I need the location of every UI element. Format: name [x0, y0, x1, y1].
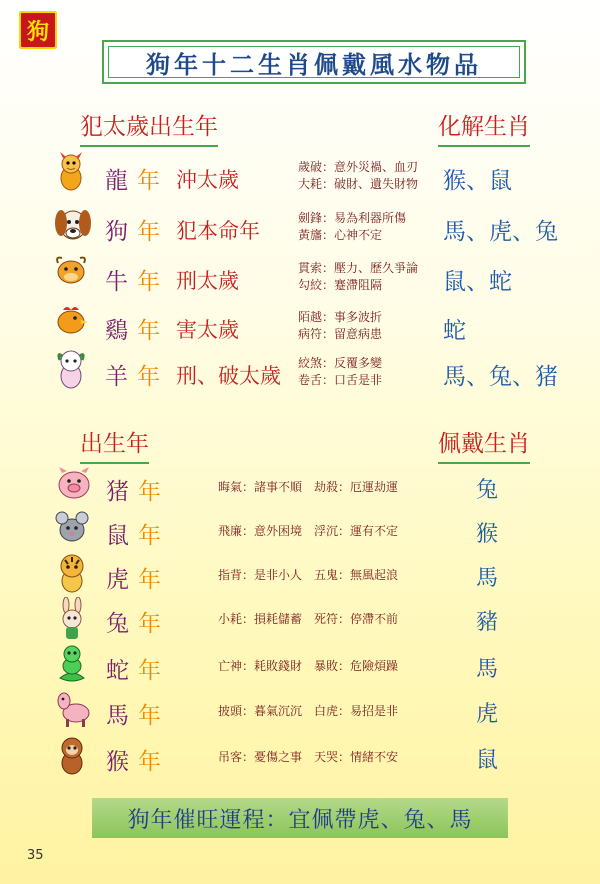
resolve-zodiac: 猴、鼠	[443, 168, 512, 194]
conflict-type: 刑、破太歲	[176, 364, 281, 388]
year-label: 年	[137, 318, 160, 344]
effect-line: 黃旛：心神不定	[298, 228, 383, 242]
effect-text	[298, 309, 382, 343]
wear-row	[0, 644, 600, 688]
effect-text: 小耗：損耗儲蓄 死符：停滯不前	[218, 612, 399, 626]
effect-line: 大耗：破財、遺失財物	[298, 177, 419, 191]
conflict-row	[0, 203, 600, 251]
year-label: 年	[137, 168, 160, 194]
zodiac-name: 馬	[106, 703, 129, 729]
wear-zodiac: 鼠	[476, 748, 499, 773]
conflict-type: 刑太歲	[176, 269, 239, 293]
resolve-zodiac: 蛇	[443, 318, 466, 344]
wear-row	[0, 465, 600, 509]
year-label: 年	[138, 611, 161, 637]
effect-line: 卷舌：口舌是非	[298, 373, 383, 387]
zodiac-name: 羊	[105, 364, 128, 390]
rabbit-icon-graphic	[54, 597, 90, 641]
ox-icon	[53, 253, 89, 291]
year-label: 年	[137, 219, 160, 245]
conflict-type: 沖太歲	[176, 168, 239, 192]
effect-line: 病符：留意病患	[298, 327, 383, 341]
lucky-banner-text: 狗年催旺運程：宜佩帶虎、兔、馬	[127, 807, 473, 833]
effect-text: 披頭：暮氣沉沉 白虎：易招是非	[218, 704, 399, 718]
tiger-icon	[54, 553, 90, 597]
pig-icon	[54, 465, 94, 505]
rat-icon	[54, 509, 90, 547]
effect-text: 亡神：耗敗錢財 暴敗：危險煩躁	[218, 659, 399, 673]
rooster-icon	[53, 302, 89, 340]
wear-zodiac: 馬	[476, 657, 499, 682]
pig-icon-graphic	[54, 465, 94, 501]
conflict-type: 犯本命年	[176, 219, 260, 243]
snake-icon-graphic	[54, 644, 90, 684]
rooster-icon-graphic	[53, 302, 89, 336]
zodiac-name: 猪	[106, 479, 129, 505]
year-label: 年	[138, 658, 161, 684]
zodiac-name: 龍	[105, 168, 128, 194]
zodiac-name: 虎	[106, 567, 129, 593]
wear-row	[0, 597, 600, 641]
page-title: 狗年十二生肖佩戴風水物品	[146, 50, 482, 79]
zodiac-name: 兔	[106, 611, 129, 637]
monkey-icon	[54, 735, 90, 779]
effect-line: 貫索：壓力、歷久爭論	[298, 261, 419, 275]
resolve-zodiac: 馬、虎、兔	[443, 219, 558, 245]
ox-icon-graphic	[53, 253, 89, 287]
year-label: 年	[138, 479, 161, 505]
section1-left-header: 犯太歲出生年	[80, 108, 218, 141]
effect-text: 飛廉：意外困境 浮沉：運有不定	[218, 524, 399, 538]
page-number: 35	[27, 848, 44, 863]
goat-icon	[53, 348, 89, 394]
effect-line: 劍鋒：易為利器所傷	[298, 211, 407, 225]
effect-text	[298, 210, 406, 244]
zodiac-badge: 狗	[19, 11, 57, 49]
wear-zodiac: 豬	[476, 610, 499, 635]
effect-text	[298, 355, 382, 389]
wear-zodiac: 虎	[476, 702, 499, 727]
dragon-icon	[53, 152, 89, 196]
snake-icon	[54, 644, 90, 688]
section2-left-header: 出生年	[80, 425, 149, 458]
effect-text: 晦氣：諸事不順 劫殺：厄運劫運	[218, 480, 399, 494]
section1-right-header: 化解生肖	[438, 108, 530, 141]
wear-zodiac: 猴	[476, 522, 499, 547]
resolve-zodiac: 馬、兔、猪	[443, 364, 558, 390]
dragon-icon-graphic	[53, 152, 89, 192]
zodiac-name: 牛	[105, 269, 128, 295]
wear-zodiac: 兔	[476, 478, 499, 503]
horse-icon-graphic	[54, 689, 94, 729]
wear-row	[0, 509, 600, 553]
conflict-row	[0, 302, 600, 350]
wear-row	[0, 735, 600, 779]
zodiac-name: 蛇	[106, 658, 129, 684]
year-label: 年	[138, 703, 161, 729]
conflict-row	[0, 152, 600, 200]
horse-icon	[54, 689, 94, 733]
dog-icon-graphic	[53, 203, 93, 247]
effect-text: 吊客：憂傷之事 天哭：情緒不安	[218, 750, 399, 764]
dog-icon	[53, 203, 93, 251]
year-label: 年	[138, 749, 161, 775]
wear-zodiac: 馬	[476, 566, 499, 591]
conflict-type: 害太歲	[176, 318, 239, 342]
wear-row	[0, 553, 600, 597]
zodiac-name: 鼠	[106, 523, 129, 549]
conflict-row	[0, 348, 600, 396]
monkey-icon-graphic	[54, 735, 90, 775]
effect-line: 歲破：意外災禍、血刃	[298, 160, 419, 174]
rat-icon-graphic	[54, 509, 90, 543]
effect-line: 絞煞：反覆多變	[298, 356, 383, 370]
wear-row	[0, 689, 600, 733]
year-label: 年	[138, 567, 161, 593]
resolve-zodiac: 鼠、蛇	[443, 269, 512, 295]
page-title-box	[102, 40, 526, 84]
effect-text	[298, 260, 418, 294]
effect-line: 勾絞：蹇滯阻隔	[298, 278, 383, 292]
zodiac-name: 狗	[105, 219, 128, 245]
goat-icon-graphic	[53, 348, 89, 390]
zodiac-name: 猴	[106, 749, 129, 775]
effect-line: 陌越：事多波折	[298, 310, 383, 324]
year-label: 年	[137, 364, 160, 390]
year-label: 年	[138, 523, 161, 549]
lucky-banner	[92, 798, 508, 838]
tiger-icon-graphic	[54, 553, 90, 593]
year-label: 年	[137, 269, 160, 295]
rabbit-icon	[54, 597, 90, 645]
effect-text: 指背：是非小人 五鬼：無風起浪	[218, 568, 399, 582]
effect-text	[298, 159, 418, 193]
conflict-row	[0, 253, 600, 301]
zodiac-name: 鷄	[105, 318, 128, 344]
section2-right-header: 佩戴生肖	[438, 425, 530, 458]
